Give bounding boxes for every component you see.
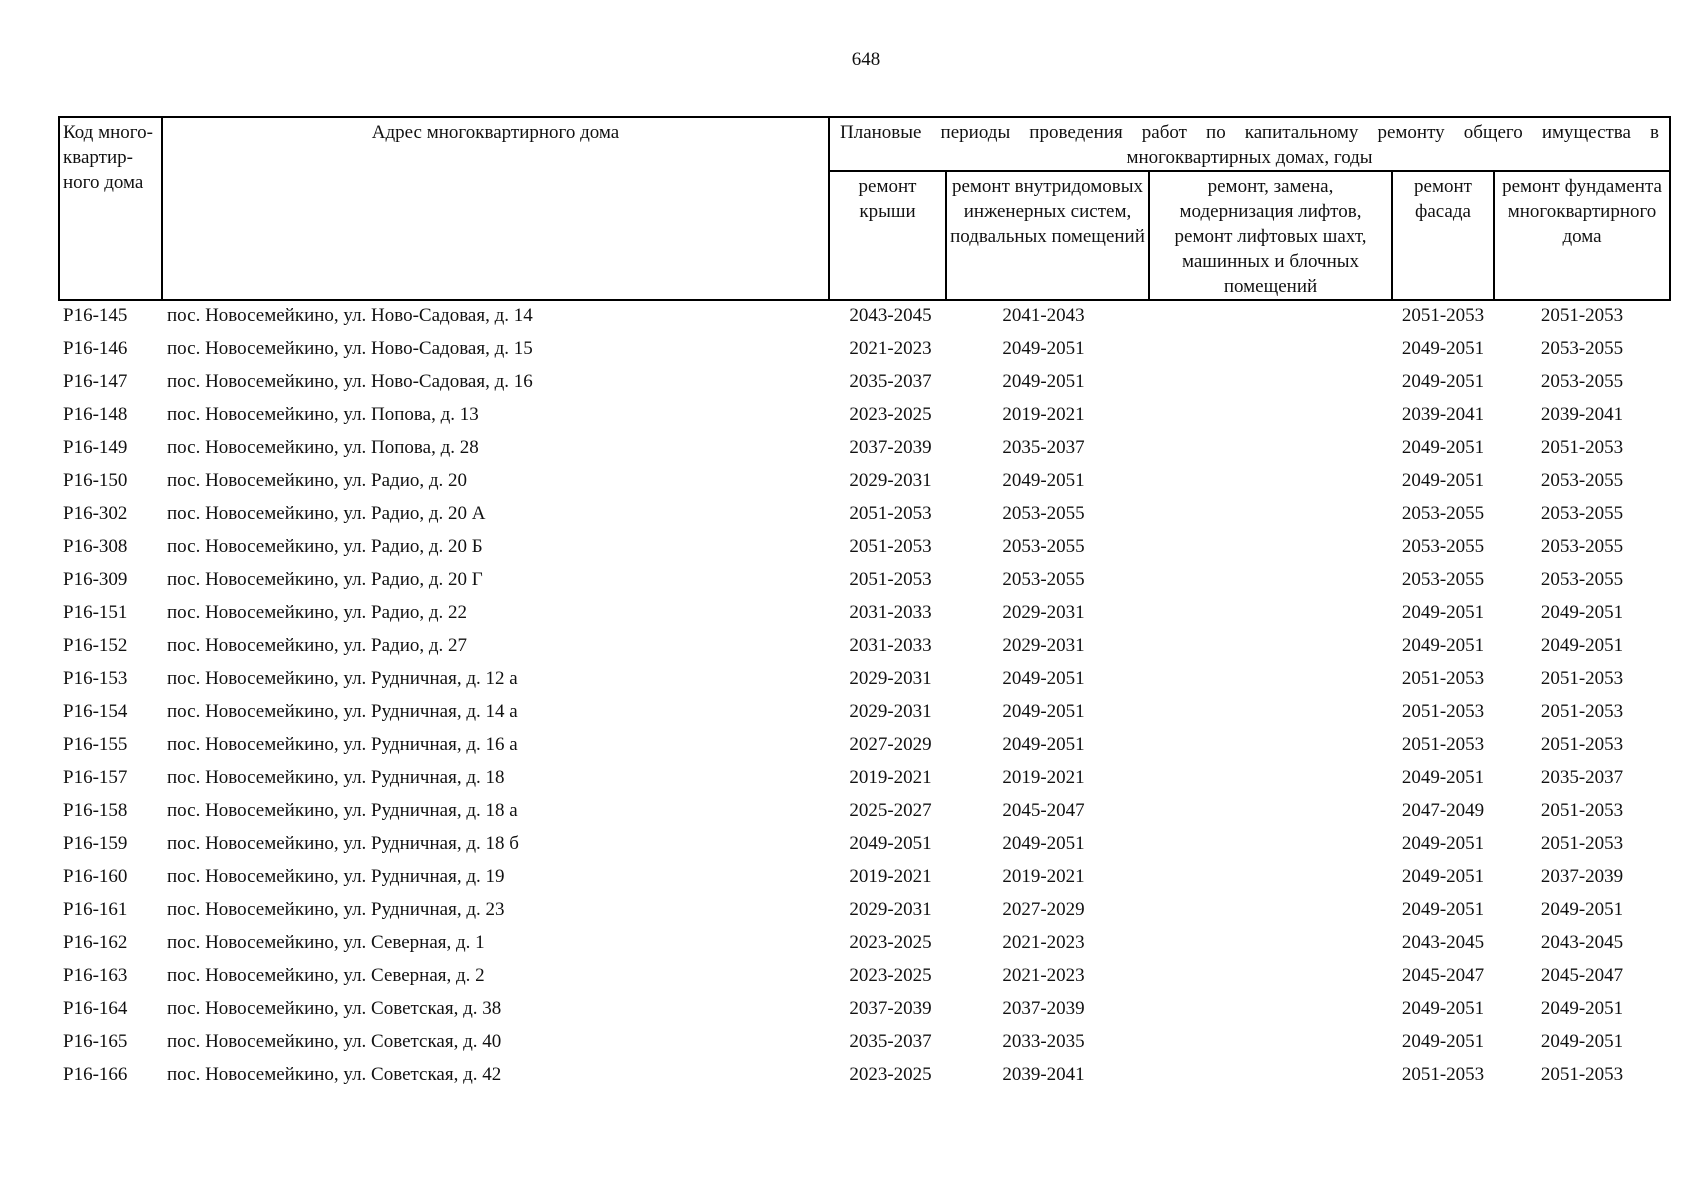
cell-code: Р16-150 <box>63 470 128 491</box>
cell-engineering: 2019-2021 <box>1002 404 1085 425</box>
cell-address: пос. Новосемейкино, ул. Ново-Садовая, д. 14 <box>167 305 533 326</box>
cell-roof: 2049-2051 <box>849 833 932 854</box>
cell-facade: 2053-2055 <box>1401 536 1485 557</box>
cell-foundation: 2049-2051 <box>1540 998 1624 1019</box>
cell-roof: 2037-2039 <box>849 437 932 458</box>
cell-lifts <box>1149 402 1392 435</box>
cell-engineering: 2019-2021 <box>1002 866 1085 887</box>
cell-lifts <box>1149 435 1392 468</box>
cell-address: пос. Новосемейкино, ул. Попова, д. 13 <box>167 404 479 425</box>
table-row <box>59 600 1670 633</box>
cell-facade: 2049-2051 <box>1401 602 1485 623</box>
cell-roof: 2029-2031 <box>849 668 932 689</box>
cell-roof: 2043-2045 <box>849 305 932 326</box>
cell-engineering: 2049-2051 <box>1002 833 1085 854</box>
cell-code: Р16-157 <box>63 767 128 788</box>
cell-address: пос. Новосемейкино, ул. Рудничная, д. 14 а <box>167 701 518 722</box>
cell-roof: 2023-2025 <box>849 965 932 986</box>
cell-engineering: 2029-2031 <box>1002 602 1085 623</box>
cell-engineering: 2029-2031 <box>1002 635 1085 656</box>
cell-code: Р16-166 <box>63 1064 128 1085</box>
cell-facade: 2049-2051 <box>1401 899 1485 920</box>
cell-engineering: 2039-2041 <box>1002 1064 1085 1085</box>
cell-address: пос. Новосемейкино, ул. Ново-Садовая, д. 16 <box>167 371 533 392</box>
cell-address: пос. Новосемейкино, ул. Рудничная, д. 19 <box>167 866 505 887</box>
cell-code: Р16-152 <box>63 635 128 656</box>
cell-engineering: 2019-2021 <box>1002 767 1085 788</box>
cell-roof: 2035-2037 <box>849 371 932 392</box>
cell-lifts <box>1149 336 1392 369</box>
table-row <box>59 402 1670 435</box>
cell-address: пос. Новосемейкино, ул. Радио, д. 20 А <box>167 503 486 524</box>
cell-code: Р16-153 <box>63 668 128 689</box>
cell-engineering: 2021-2023 <box>1002 932 1085 953</box>
table-body <box>59 300 1670 1095</box>
cell-roof: 2027-2029 <box>849 734 932 755</box>
cell-lifts <box>1149 534 1392 567</box>
cell-lifts <box>1149 831 1392 864</box>
cell-lifts <box>1149 930 1392 963</box>
table-row <box>59 996 1670 1029</box>
cell-roof: 2037-2039 <box>849 998 932 1019</box>
cell-facade: 2049-2051 <box>1401 371 1485 392</box>
cell-address: пос. Новосемейкино, ул. Ново-Садовая, д. 15 <box>167 338 533 359</box>
cell-roof: 2023-2025 <box>849 404 932 425</box>
cell-roof: 2025-2027 <box>849 800 932 821</box>
cell-foundation: 2039-2041 <box>1540 404 1624 425</box>
cell-foundation: 2051-2053 <box>1540 668 1624 689</box>
cell-foundation: 2045-2047 <box>1540 965 1624 986</box>
cell-code: Р16-302 <box>63 503 128 524</box>
table-row <box>59 831 1670 864</box>
cell-facade: 2051-2053 <box>1401 701 1485 722</box>
header-code: Код много-квартир-ного дома <box>59 117 162 300</box>
cell-foundation: 2035-2037 <box>1540 767 1624 788</box>
cell-engineering: 2045-2047 <box>1002 800 1085 821</box>
cell-address: пос. Новосемейкино, ул. Радио, д. 20 Б <box>167 536 483 557</box>
cell-address: пос. Новосемейкино, ул. Северная, д. 1 <box>167 932 485 953</box>
cell-foundation: 2051-2053 <box>1540 437 1624 458</box>
cell-address: пос. Новосемейкино, ул. Советская, д. 42 <box>167 1064 502 1085</box>
cell-lifts <box>1149 501 1392 534</box>
cell-facade: 2051-2053 <box>1401 668 1485 689</box>
cell-engineering: 2049-2051 <box>1002 734 1085 755</box>
cell-roof: 2051-2053 <box>849 503 932 524</box>
cell-lifts <box>1149 963 1392 996</box>
header-foundation: ремонт фундамента многоквартирного дома <box>1494 171 1670 300</box>
cell-facade: 2049-2051 <box>1401 866 1485 887</box>
cell-roof: 2029-2031 <box>849 899 932 920</box>
table-header <box>59 117 1670 300</box>
cell-foundation: 2053-2055 <box>1540 536 1624 557</box>
cell-lifts <box>1149 666 1392 699</box>
cell-engineering: 2053-2055 <box>1002 569 1085 590</box>
cell-code: Р16-308 <box>63 536 128 557</box>
header-address: Адрес многоквартирного дома <box>162 117 829 300</box>
page-number: 648 <box>851 49 881 70</box>
table-row <box>59 765 1670 798</box>
cell-lifts <box>1149 798 1392 831</box>
cell-foundation: 2051-2053 <box>1540 701 1624 722</box>
table-row <box>59 534 1670 567</box>
cell-facade: 2045-2047 <box>1401 965 1485 986</box>
cell-address: пос. Новосемейкино, ул. Радио, д. 20 <box>167 470 468 491</box>
table-row <box>59 567 1670 600</box>
cell-lifts <box>1149 765 1392 798</box>
cell-foundation: 2049-2051 <box>1540 899 1624 920</box>
cell-facade: 2049-2051 <box>1401 767 1485 788</box>
cell-foundation: 2049-2051 <box>1540 602 1624 623</box>
cell-foundation: 2053-2055 <box>1540 503 1624 524</box>
header-roof: ремонт крыши <box>829 171 946 300</box>
cell-foundation: 2051-2053 <box>1540 734 1624 755</box>
cell-facade: 2049-2051 <box>1401 338 1485 359</box>
cell-roof: 2031-2033 <box>849 635 932 656</box>
cell-address: пос. Новосемейкино, ул. Рудничная, д. 16 а <box>167 734 518 755</box>
cell-lifts <box>1149 1029 1392 1062</box>
table-row <box>59 300 1670 336</box>
cell-address: пос. Новосемейкино, ул. Рудничная, д. 23 <box>167 899 505 920</box>
cell-engineering: 2033-2035 <box>1002 1031 1085 1052</box>
cell-facade: 2039-2041 <box>1401 404 1485 425</box>
cell-code: Р16-161 <box>63 899 128 920</box>
cell-engineering: 2053-2055 <box>1002 536 1085 557</box>
cell-engineering: 2049-2051 <box>1002 371 1085 392</box>
cell-roof: 2023-2025 <box>849 1064 932 1085</box>
table-row <box>59 468 1670 501</box>
cell-engineering: 2049-2051 <box>1002 701 1085 722</box>
cell-address: пос. Новосемейкино, ул. Рудничная, д. 18 а <box>167 800 518 821</box>
cell-facade: 2051-2053 <box>1401 305 1485 326</box>
cell-lifts <box>1149 369 1392 402</box>
cell-address: пос. Новосемейкино, ул. Радио, д. 27 <box>167 635 468 656</box>
header-periods-line2: многоквартирных домах, годы <box>1126 147 1373 168</box>
header-periods-line1: Плановые периоды проведения работ по капитальному ремонту общего имущества в <box>840 122 1660 143</box>
cell-foundation: 2049-2051 <box>1540 1031 1624 1052</box>
cell-address: пос. Новосемейкино, ул. Радио, д. 20 Г <box>167 569 483 590</box>
cell-engineering: 2037-2039 <box>1002 998 1085 1019</box>
cell-address: пос. Новосемейкино, ул. Северная, д. 2 <box>167 965 485 986</box>
cell-code: Р16-145 <box>63 305 128 326</box>
cell-facade: 2053-2055 <box>1401 503 1485 524</box>
cell-lifts <box>1149 300 1392 336</box>
cell-roof: 2019-2021 <box>849 866 932 887</box>
cell-foundation: 2049-2051 <box>1540 635 1624 656</box>
cell-address: пос. Новосемейкино, ул. Советская, д. 40 <box>167 1031 502 1052</box>
cell-engineering: 2049-2051 <box>1002 338 1085 359</box>
cell-facade: 2049-2051 <box>1401 1031 1485 1052</box>
table-row <box>59 1029 1670 1062</box>
cell-lifts <box>1149 864 1392 897</box>
header-facade: ремонт фасада <box>1392 171 1494 300</box>
header-periods <box>829 117 1670 171</box>
cell-code: Р16-149 <box>63 437 128 458</box>
cell-engineering: 2035-2037 <box>1002 437 1085 458</box>
cell-lifts <box>1149 468 1392 501</box>
header-engineering: ремонт внутридомовых инженерных систем, подвальных помещений <box>946 171 1149 300</box>
cell-foundation: 2053-2055 <box>1540 338 1624 359</box>
cell-code: Р16-159 <box>63 833 128 854</box>
cell-address: пос. Новосемейкино, ул. Радио, д. 22 <box>167 602 468 623</box>
cell-code: Р16-162 <box>63 932 128 953</box>
cell-lifts <box>1149 996 1392 1029</box>
repair-schedule-table <box>58 116 1671 1095</box>
cell-engineering: 2053-2055 <box>1002 503 1085 524</box>
cell-roof: 2035-2037 <box>849 1031 932 1052</box>
table-row <box>59 930 1670 963</box>
cell-facade: 2049-2051 <box>1401 833 1485 854</box>
cell-foundation: 2037-2039 <box>1540 866 1624 887</box>
cell-lifts <box>1149 567 1392 600</box>
cell-code: Р16-164 <box>63 998 128 1019</box>
cell-lifts <box>1149 600 1392 633</box>
cell-code: Р16-155 <box>63 734 128 755</box>
cell-facade: 2053-2055 <box>1401 569 1485 590</box>
cell-roof: 2029-2031 <box>849 470 932 491</box>
table-row <box>59 435 1670 468</box>
table-row <box>59 699 1670 732</box>
cell-roof: 2051-2053 <box>849 536 932 557</box>
table-row <box>59 336 1670 369</box>
table-row <box>59 732 1670 765</box>
cell-lifts <box>1149 732 1392 765</box>
cell-facade: 2051-2053 <box>1401 1064 1485 1085</box>
cell-code: Р16-154 <box>63 701 128 722</box>
cell-code: Р16-148 <box>63 404 128 425</box>
cell-lifts <box>1149 699 1392 732</box>
table-row <box>59 633 1670 666</box>
cell-engineering: 2049-2051 <box>1002 668 1085 689</box>
table-row <box>59 666 1670 699</box>
cell-code: Р16-163 <box>63 965 128 986</box>
cell-roof: 2029-2031 <box>849 701 932 722</box>
cell-facade: 2049-2051 <box>1401 635 1485 656</box>
cell-roof: 2051-2053 <box>849 569 932 590</box>
cell-code: Р16-165 <box>63 1031 128 1052</box>
table-row <box>59 369 1670 402</box>
cell-foundation: 2051-2053 <box>1540 305 1624 326</box>
table-row <box>59 897 1670 930</box>
cell-facade: 2043-2045 <box>1401 932 1485 953</box>
cell-roof: 2023-2025 <box>849 932 932 953</box>
cell-code: Р16-151 <box>63 602 128 623</box>
cell-foundation: 2053-2055 <box>1540 371 1624 392</box>
cell-address: пос. Новосемейкино, ул. Рудничная, д. 18 б <box>167 833 519 854</box>
cell-engineering: 2021-2023 <box>1002 965 1085 986</box>
cell-code: Р16-158 <box>63 800 128 821</box>
cell-foundation: 2051-2053 <box>1540 833 1624 854</box>
table-row <box>59 501 1670 534</box>
cell-roof: 2019-2021 <box>849 767 932 788</box>
cell-foundation: 2053-2055 <box>1540 569 1624 590</box>
cell-code: Р16-160 <box>63 866 128 887</box>
cell-roof: 2021-2023 <box>849 338 932 359</box>
cell-facade: 2049-2051 <box>1401 437 1485 458</box>
cell-code: Р16-309 <box>63 569 128 590</box>
cell-lifts <box>1149 897 1392 930</box>
cell-address: пос. Новосемейкино, ул. Попова, д. 28 <box>167 437 479 458</box>
table-row <box>59 864 1670 897</box>
cell-address: пос. Новосемейкино, ул. Рудничная, д. 18 <box>167 767 505 788</box>
cell-code: Р16-146 <box>63 338 128 359</box>
cell-code: Р16-147 <box>63 371 128 392</box>
cell-foundation: 2053-2055 <box>1540 470 1624 491</box>
cell-facade: 2051-2053 <box>1401 734 1485 755</box>
cell-facade: 2049-2051 <box>1401 470 1485 491</box>
table-row <box>59 798 1670 831</box>
cell-address: пос. Новосемейкино, ул. Советская, д. 38 <box>167 998 502 1019</box>
table-row <box>59 1062 1670 1095</box>
cell-facade: 2049-2051 <box>1401 998 1485 1019</box>
cell-roof: 2031-2033 <box>849 602 932 623</box>
cell-foundation: 2051-2053 <box>1540 1064 1624 1085</box>
cell-engineering: 2027-2029 <box>1002 899 1085 920</box>
cell-foundation: 2051-2053 <box>1540 800 1624 821</box>
cell-lifts <box>1149 633 1392 666</box>
cell-engineering: 2049-2051 <box>1002 470 1085 491</box>
table-row <box>59 963 1670 996</box>
cell-foundation: 2043-2045 <box>1540 932 1624 953</box>
cell-lifts <box>1149 1062 1392 1095</box>
cell-engineering: 2041-2043 <box>1002 305 1085 326</box>
header-lifts: ремонт, замена, модернизация лифтов, ремонт лифтовых шахт, машинных и блочных помещений <box>1149 171 1392 300</box>
cell-facade: 2047-2049 <box>1401 800 1485 821</box>
cell-address: пос. Новосемейкино, ул. Рудничная, д. 12 а <box>167 668 518 689</box>
